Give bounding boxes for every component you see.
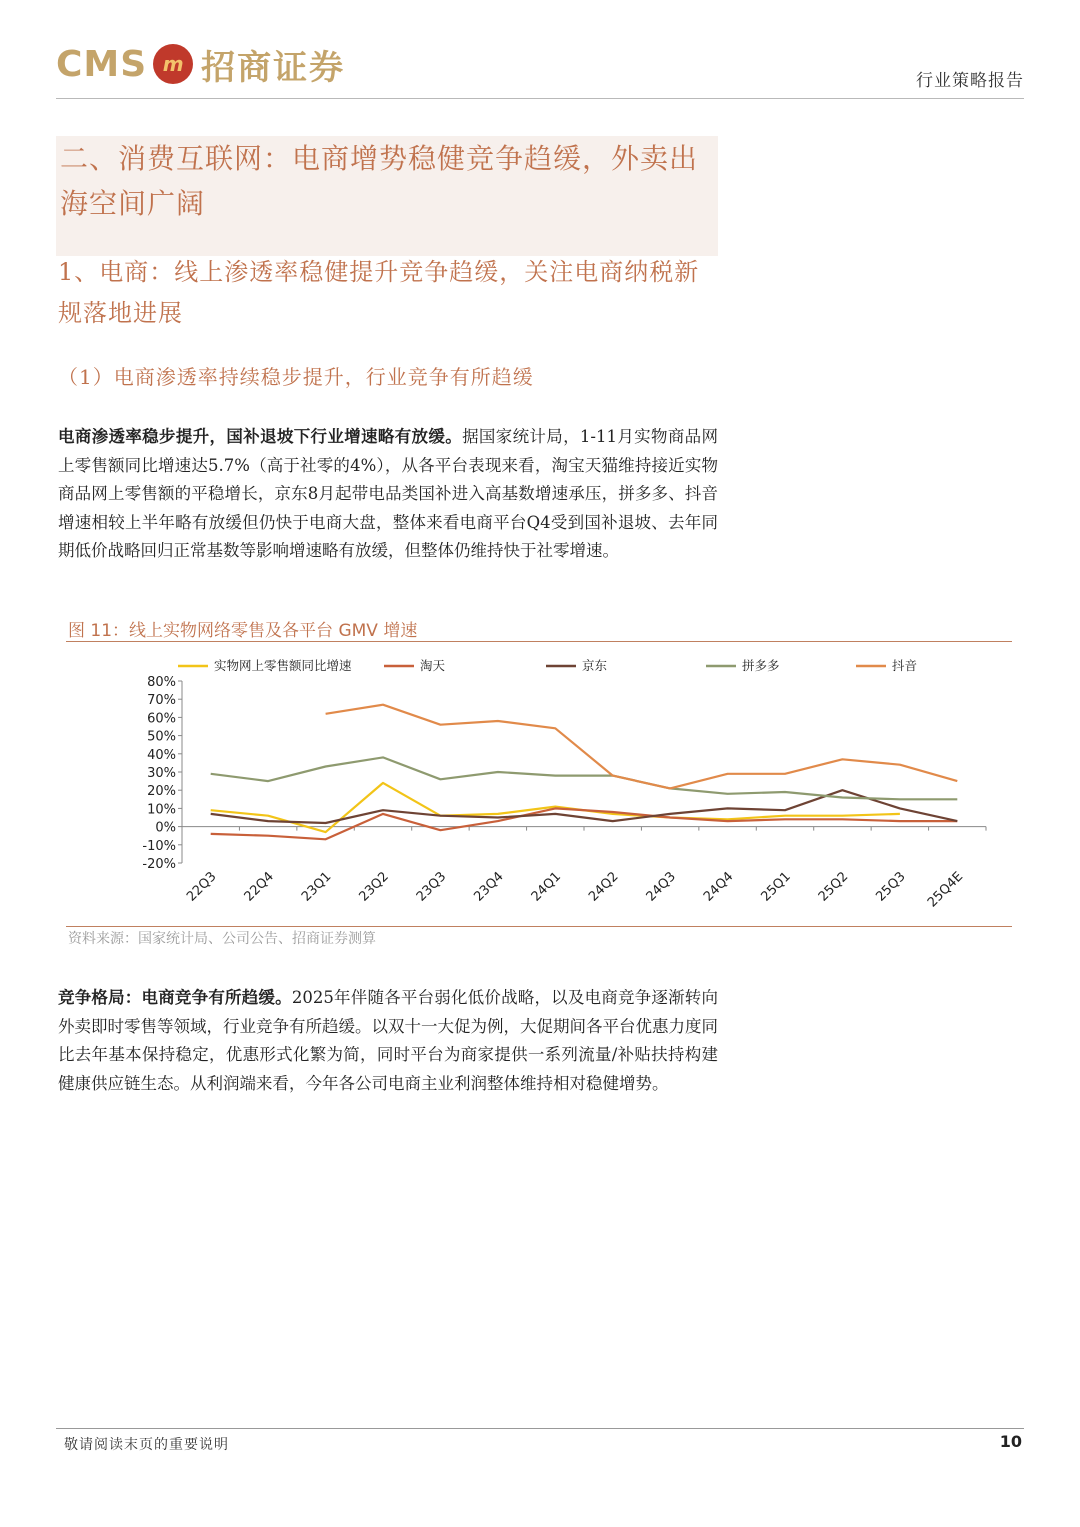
y-tick-label: -20% [142, 857, 176, 872]
x-tick-label: 25Q1 [758, 869, 794, 905]
logo-emblem-icon: m [153, 44, 193, 84]
y-tick-label: 40% [147, 747, 176, 763]
y-tick-label: 20% [147, 784, 176, 800]
x-tick-label: 24Q4 [701, 869, 737, 905]
series-line [326, 705, 958, 789]
paragraph-1-lead: 电商渗透率稳步提升，国补退坡下行业增速略有放缓。 [58, 427, 463, 446]
footer-rule [56, 1428, 1024, 1429]
y-tick-label: 30% [147, 766, 176, 781]
x-tick-label: 25Q4E [924, 869, 967, 911]
gmv-growth-chart [66, 646, 1012, 926]
x-tick-label: 23Q3 [413, 869, 450, 905]
y-tick-label: 10% [147, 802, 176, 818]
figure-bottom-rule [66, 926, 1012, 927]
x-tick-label: 23Q4 [471, 869, 507, 905]
sub-sub-title: （1）电商渗透率持续稳步提升，行业竞争有所趋缓 [58, 365, 534, 389]
paragraph-1-body: 据国家统计局，1-11月实物商品网上零售额同比增速达5.7%（高于社零的4%），从各平台表现来看，淘宝天猫维持接近实物商品网上零售额的平稳增长，京东8月起带电品类国补进入高基数增速承压，拼多多、抖音增速相较上半年略有放缓但仍快于电商大盘，整体来看电商平台Q4受到国补退坡、去年同期低价战略回归正常基数等影响增速略有放缓，但整体仍维持快于社零增速。 [58, 427, 718, 560]
logo-cn-text: 招商证券 [201, 47, 346, 88]
legend-label: 实物网上零售额同比增速 [214, 658, 352, 673]
series-line [211, 757, 958, 799]
y-tick-label: -10% [142, 838, 176, 854]
legend-label: 抖音 [892, 658, 918, 673]
page-header [56, 36, 1024, 99]
page-number: 10 [999, 1432, 1022, 1451]
legend-label: 拼多多 [742, 658, 780, 673]
x-tick-label: 25Q3 [873, 869, 909, 905]
x-tick-label: 23Q2 [356, 869, 392, 905]
x-tick-label: 22Q3 [184, 869, 220, 905]
footer-note: 敬请阅读末页的重要说明 [64, 1437, 229, 1453]
legend-label: 京东 [582, 658, 608, 673]
y-tick-label: 50% [147, 729, 176, 745]
legend-label: 淘天 [420, 658, 446, 673]
x-tick-label: 22Q4 [241, 869, 277, 905]
paragraph-1 [58, 423, 718, 566]
y-tick-label: 0% [155, 820, 176, 836]
report-type: 行业策略报告 [916, 71, 1024, 91]
figure-caption: 图 11：线上实物网络零售及各平台 GMV 增速 [68, 621, 418, 641]
logo-cms-text: CMS [56, 43, 148, 85]
paragraph-2-body: 2025年伴随各平台弱化低价战略，以及电商竞争逐渐转向外卖即时零售等领域，行业竞争有所趋缓。以双十一大促为例，大促期间各平台优惠力度同比去年基本保持稳定，优惠形式化繁为简，同时平台为商家提供一系列流量/补贴扶持构建健康供应链生态。从利润端来看，今年各公司电商主业利润整体维持相对稳健增势。 [58, 988, 718, 1093]
figure-source: 资料来源：国家统计局、公司公告、招商证券测算 [68, 931, 376, 947]
x-tick-label: 23Q1 [299, 869, 335, 905]
series-line [211, 790, 958, 823]
figure-top-rule [66, 641, 1012, 642]
sub-title: 1、电商：线上渗透率稳健提升竞争趋缓，关注电商纳税新规落地进展 [58, 258, 700, 327]
y-tick-label: 80% [147, 675, 176, 690]
y-tick-label: 70% [147, 693, 176, 709]
y-tick-label: 60% [147, 711, 176, 727]
company-logo [56, 38, 345, 90]
x-tick-label: 24Q2 [586, 869, 622, 905]
x-tick-label: 24Q1 [528, 869, 565, 905]
paragraph-2 [58, 984, 718, 1098]
section-title-box [56, 136, 718, 256]
x-tick-label: 25Q2 [815, 869, 852, 905]
paragraph-2-lead: 竞争格局：电商竞争有所趋缓。 [58, 988, 292, 1007]
x-tick-label: 24Q3 [643, 869, 679, 905]
section-title: 二、消费互联网：电商增势稳健竞争趋缓，外卖出海空间广阔 [60, 142, 699, 220]
